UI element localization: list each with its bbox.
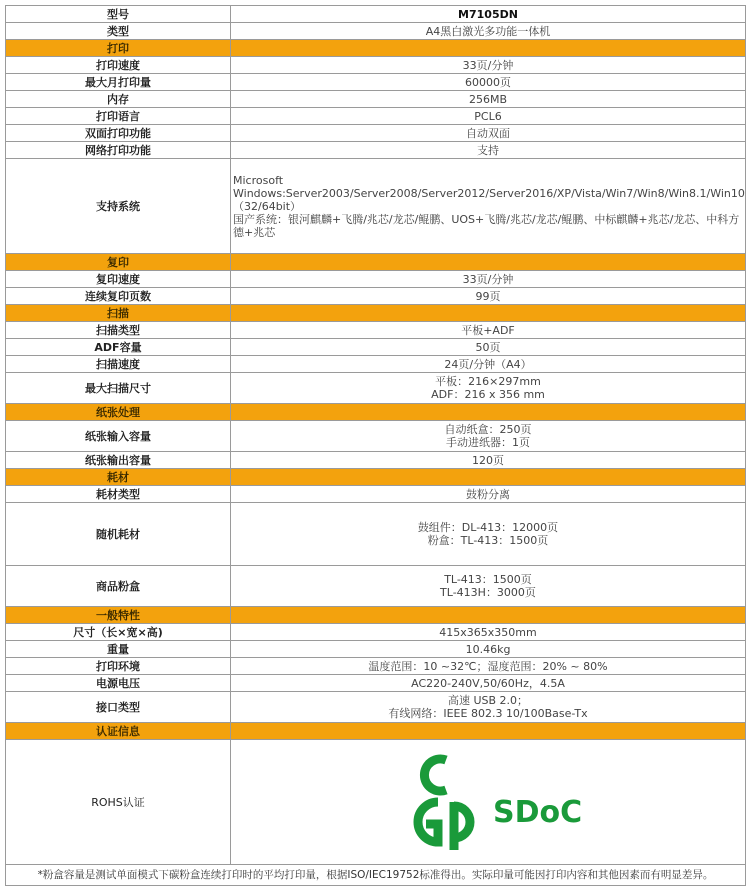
spec-row xyxy=(6,641,746,658)
sdoc-logo-text: SDoC xyxy=(493,794,583,830)
spec-row xyxy=(6,452,746,469)
spec-value-line: AC220-240V,50/60Hz，4.5A xyxy=(411,676,565,690)
spec-row xyxy=(6,322,746,339)
spec-value-line: TL-413：1500页 xyxy=(444,573,532,586)
spec-value-line: PCL6 xyxy=(474,109,502,123)
spec-label: ROHS认证 xyxy=(6,740,231,865)
spec-value-line: 鼓粉分离 xyxy=(466,487,510,501)
section-header-row xyxy=(6,40,746,57)
spec-value-line: 50页 xyxy=(475,340,501,354)
spec-value-line: TL-413H：3000页 xyxy=(440,586,536,599)
spec-row xyxy=(6,624,746,641)
spec-value-line: 粉盒：TL-413：1500页 xyxy=(427,534,549,547)
spec-row xyxy=(6,271,746,288)
spec-value-line: 支持 xyxy=(477,143,499,157)
spec-row xyxy=(6,486,746,503)
spec-value xyxy=(231,675,746,692)
spec-row xyxy=(6,740,746,865)
spec-value xyxy=(231,658,746,675)
spec-value-line: 平板+ADF xyxy=(461,323,515,337)
spec-value xyxy=(231,125,746,142)
spec-label: 网络打印功能 xyxy=(6,142,231,159)
spec-row xyxy=(6,159,746,254)
section-title: 打印 xyxy=(6,40,231,57)
spec-row xyxy=(6,125,746,142)
spec-value xyxy=(231,486,746,503)
spec-table-body xyxy=(6,6,746,886)
spec-value-line: 120页 xyxy=(472,453,504,467)
section-fill xyxy=(231,469,746,486)
spec-value xyxy=(231,452,746,469)
section-title: 纸张处理 xyxy=(6,404,231,421)
spec-value xyxy=(231,91,746,108)
spec-label: 支持系统 xyxy=(6,159,231,254)
spec-label: 复印速度 xyxy=(6,271,231,288)
spec-value xyxy=(231,271,746,288)
spec-label: 连续复印页数 xyxy=(6,288,231,305)
spec-label: 纸张输入容量 xyxy=(6,421,231,452)
spec-value-line: 温度范围：10 ~32℃；湿度范围：20% ~ 80% xyxy=(368,659,608,673)
spec-value xyxy=(231,624,746,641)
spec-value-line: 鼓组件：DL-413：12000页 xyxy=(417,521,559,534)
spec-value-line: 10.46kg xyxy=(465,642,511,656)
spec-value xyxy=(231,159,746,254)
spec-value xyxy=(231,57,746,74)
spec-value xyxy=(231,322,746,339)
spec-value-line: 99页 xyxy=(475,289,501,303)
spec-row xyxy=(6,23,746,40)
spec-value xyxy=(231,108,746,125)
spec-label: 打印速度 xyxy=(6,57,231,74)
section-fill xyxy=(231,607,746,624)
spec-row xyxy=(6,503,746,566)
spec-label: 最大月打印量 xyxy=(6,74,231,91)
section-header-row xyxy=(6,404,746,421)
spec-value xyxy=(231,288,746,305)
section-fill xyxy=(231,404,746,421)
spec-label: 打印环境 xyxy=(6,658,231,675)
spec-label: 内存 xyxy=(6,91,231,108)
spec-value-line: 手动进纸器：1页 xyxy=(446,436,530,449)
spec-label: 双面打印功能 xyxy=(6,125,231,142)
spec-value-line: M7105DN xyxy=(458,7,518,21)
spec-label: 扫描类型 xyxy=(6,322,231,339)
footnote-row xyxy=(6,865,746,886)
spec-value xyxy=(231,641,746,658)
section-title: 耗材 xyxy=(6,469,231,486)
spec-value xyxy=(231,356,746,373)
spec-row xyxy=(6,288,746,305)
spec-label: ADF容量 xyxy=(6,339,231,356)
spec-label: 电源电压 xyxy=(6,675,231,692)
spec-label: 类型 xyxy=(6,23,231,40)
spec-value-line: 415x365x350mm xyxy=(439,625,537,639)
spec-value xyxy=(231,339,746,356)
spec-value-line: 256MB xyxy=(468,92,508,106)
spec-value-line: ADF：216 x 356 mm xyxy=(431,388,545,401)
spec-label: 型号 xyxy=(6,6,231,23)
spec-row xyxy=(6,6,746,23)
spec-value-line: 有线网络：IEEE 802.3 10/100Base-Tx xyxy=(388,707,588,720)
section-fill xyxy=(231,305,746,322)
spec-label: 扫描速度 xyxy=(6,356,231,373)
spec-value xyxy=(231,74,746,91)
spec-label: 打印语言 xyxy=(6,108,231,125)
section-fill xyxy=(231,40,746,57)
spec-row xyxy=(6,339,746,356)
spec-value-line: 24页/分钟（A4） xyxy=(444,357,532,371)
spec-value xyxy=(231,373,746,404)
spec-label: 随机耗材 xyxy=(6,503,231,566)
spec-value-line: 自动双面 xyxy=(466,126,510,140)
spec-label: 重量 xyxy=(6,641,231,658)
spec-value xyxy=(231,23,746,40)
spec-label: 尺寸（长×宽×高) xyxy=(6,624,231,641)
spec-label: 最大扫描尺寸 xyxy=(6,373,231,404)
spec-row xyxy=(6,57,746,74)
section-title: 认证信息 xyxy=(6,723,231,740)
spec-row xyxy=(6,373,746,404)
spec-value-line: A4黑白激光多功能一体机 xyxy=(425,24,551,38)
section-fill xyxy=(231,254,746,271)
spec-value-line: Microsoft Windows:Server2003/Server2008/Server2012/Server2016/XP/Vista/Win7/Win8/Win8.1/Win10（32/64bit） xyxy=(233,173,745,213)
spec-value-line: 33页/分钟 xyxy=(462,272,514,286)
spec-row xyxy=(6,658,746,675)
spec-value-line: 60000页 xyxy=(465,75,511,89)
spec-row xyxy=(6,356,746,373)
spec-label: 纸张输出容量 xyxy=(6,452,231,469)
spec-row xyxy=(6,692,746,723)
spec-value-line: 平板：216×297mm xyxy=(435,375,541,388)
spec-label: 接口类型 xyxy=(6,692,231,723)
spec-value xyxy=(231,566,746,607)
spec-value xyxy=(231,692,746,723)
spec-value xyxy=(231,142,746,159)
spec-row xyxy=(6,421,746,452)
section-header-row xyxy=(6,607,746,624)
spec-value xyxy=(231,740,746,865)
spec-value-line: 高速 USB 2.0； xyxy=(447,694,529,707)
section-header-row xyxy=(6,469,746,486)
section-header-row xyxy=(6,723,746,740)
spec-label: 商品粉盒 xyxy=(6,566,231,607)
spec-table xyxy=(5,5,746,886)
spec-row xyxy=(6,566,746,607)
section-header-row xyxy=(6,254,746,271)
spec-value-line: 国产系统：银河麒麟+飞腾/兆芯/龙芯/鲲鹏、UOS+飞腾/兆芯/龙芯/鲲鹏、中标麒麟+兆芯/龙芯、中科方德+兆芯 xyxy=(233,212,740,239)
spec-value-line: 自动纸盒：250页 xyxy=(444,423,532,436)
section-fill xyxy=(231,723,746,740)
section-title: 扫描 xyxy=(6,305,231,322)
spec-value xyxy=(231,6,746,23)
spec-label: 耗材类型 xyxy=(6,486,231,503)
spec-row xyxy=(6,74,746,91)
section-title: 复印 xyxy=(6,254,231,271)
spec-row xyxy=(6,91,746,108)
spec-value xyxy=(231,421,746,452)
section-header-row xyxy=(6,305,746,322)
spec-value-line: 33页/分钟 xyxy=(462,58,514,72)
spec-row xyxy=(6,142,746,159)
gp-sdoc-logo xyxy=(388,746,588,859)
spec-row xyxy=(6,108,746,125)
footnote: *粉盒容量是测试单面模式下碳粉盒连续打印时的平均打印量，根据ISO/IEC19752标准得出。实际印量可能因打印内容和其他因素而有明显差异。 xyxy=(6,865,746,886)
spec-row xyxy=(6,675,746,692)
section-title: 一般特性 xyxy=(6,607,231,624)
spec-value xyxy=(231,503,746,566)
gp-logo-icon xyxy=(388,746,588,856)
